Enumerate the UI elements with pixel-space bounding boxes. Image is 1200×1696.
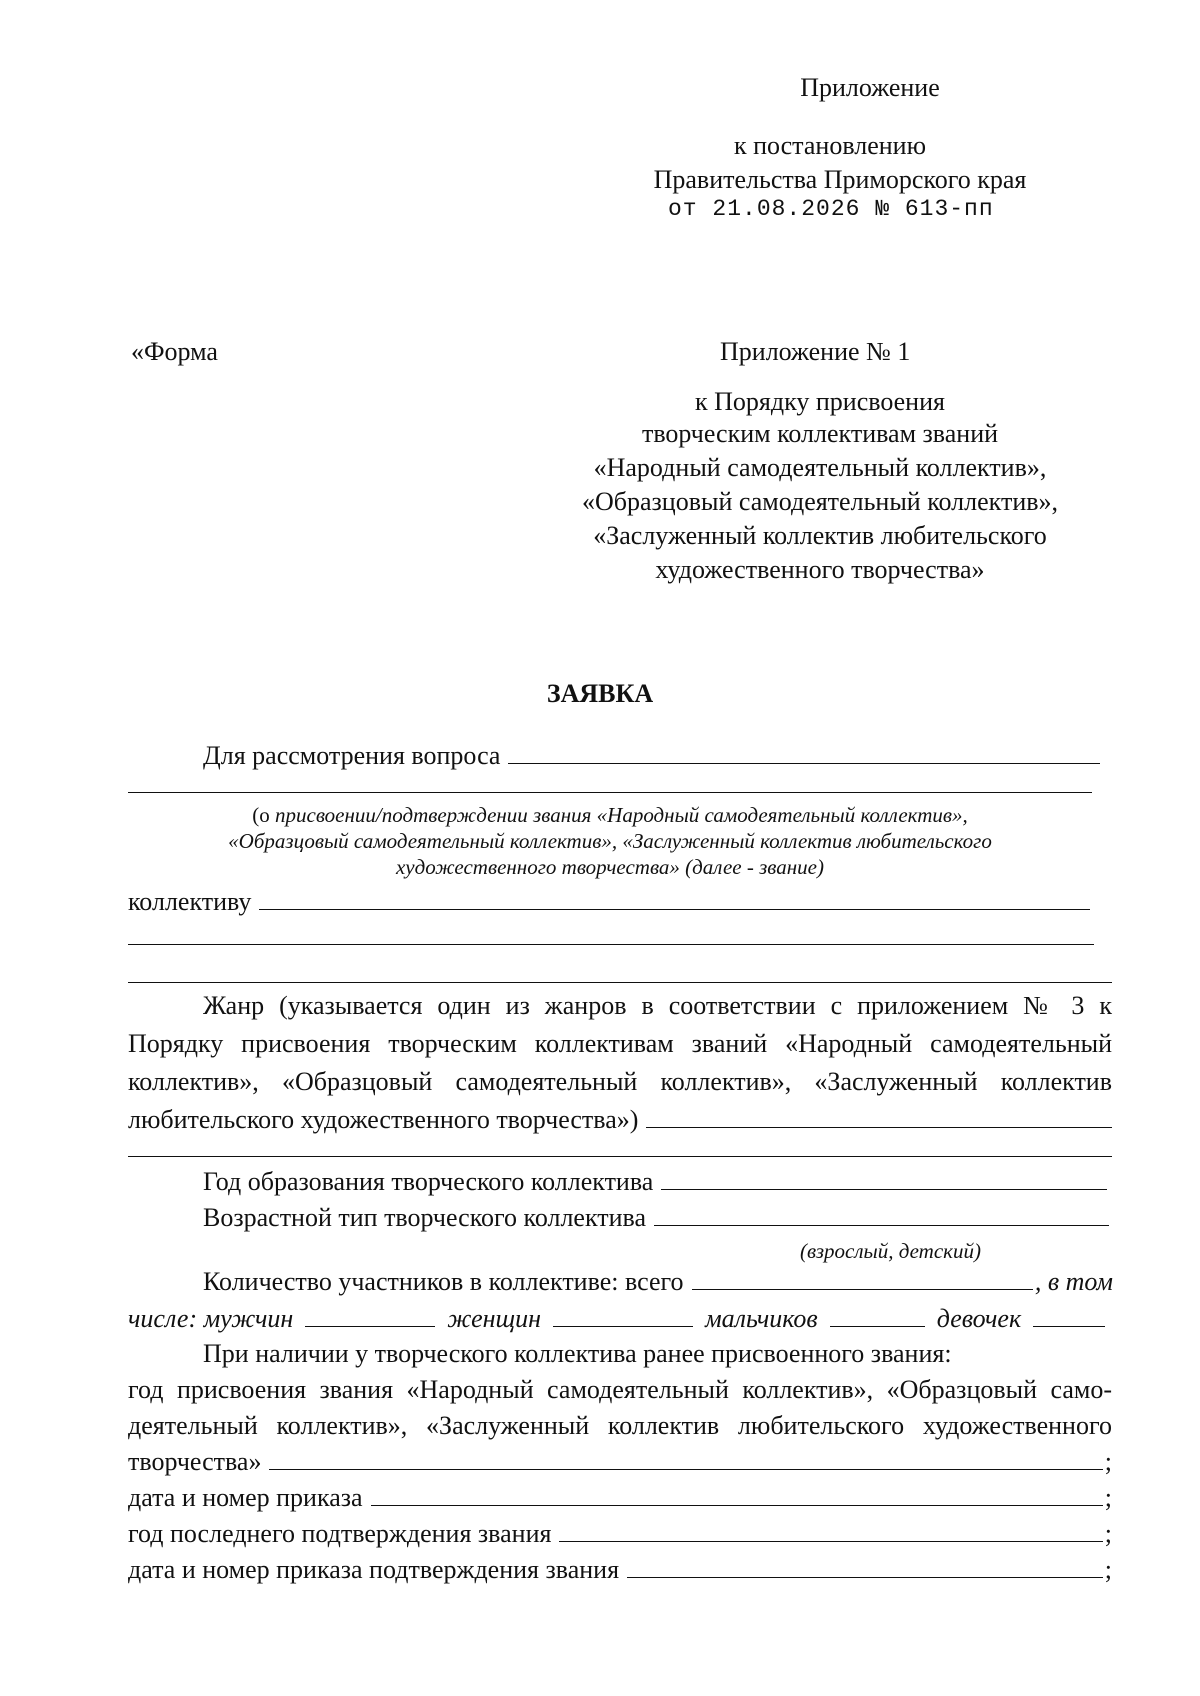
members-breakdown-row [128,1302,1112,1335]
genre-label: любительского художественного творчества») [128,1105,639,1134]
age-type-note: (взрослый, детский) [800,1239,981,1263]
men-label: числе: мужчин [128,1304,294,1333]
annex-line: художественного творчества» [655,555,985,584]
last-confirm-label: год последнего подтверждения звания [128,1519,552,1548]
semicolon: ; [1104,1483,1112,1512]
blank-line[interactable] [128,982,1112,983]
prior-paragraph: деятельный коллектив», «Заслуженный коллектив любительского художественного [128,1411,1112,1440]
prior-paragraph: год присвоения звания «Народный самодеятельный коллектив», «Образцовый само- [128,1375,1112,1404]
genre-row [128,1104,1112,1136]
annex-line: к Порядку присвоения [695,387,945,416]
women-label: женщин [447,1304,542,1333]
genre-paragraph: коллектив», «Образцовый самодеятельный коллектив», «Заслуженный коллектив [128,1067,1112,1096]
semicolon: ; [1104,1519,1112,1548]
order-field[interactable] [371,1483,1103,1506]
title-note: «Образцовый самодеятельный коллектив», «Заслуженный коллектив любительского [228,829,992,853]
appendix-title: Приложение [800,73,940,102]
confirm-order-label: дата и номер приказа подтверждения звания [128,1555,620,1584]
consider-field[interactable] [508,741,1100,764]
men-field[interactable] [305,1302,435,1327]
age-type-row [203,1202,1109,1234]
title-note [128,802,1092,828]
resolution-date-number: от 21.08.2026 № 613-пп [668,196,994,222]
semicolon: ; [1104,1447,1112,1476]
blank-line[interactable] [128,944,1094,945]
collective-field[interactable] [259,887,1090,910]
consider-label: Для рассмотрения вопроса [203,741,501,770]
prior-year-row [128,1446,1112,1478]
collective-label: коллективу [128,887,252,916]
annex-line: «Образцовый самодеятельный коллектив», [581,487,1059,516]
annex-title: Приложение № 1 [720,337,911,366]
title-note: художественного творчества» (далее - звание) [395,855,824,879]
note-open: (о [252,803,275,827]
genre-field[interactable] [646,1105,1112,1128]
boys-field[interactable] [830,1302,925,1327]
blank-line[interactable] [128,1156,1112,1157]
genre-paragraph: Порядку присвоения творческим коллективам званий «Народный самодеятельный [128,1029,1112,1058]
collective-row [128,886,1090,918]
girls-field[interactable] [1033,1302,1105,1327]
age-type-label: Возрастной тип творческого коллектива [203,1203,647,1232]
consider-row [203,740,1100,772]
annex-line: «Народный самодеятельный коллектив», [593,453,1047,482]
last-confirm-field[interactable] [559,1519,1102,1542]
boys-label: мальчиков [705,1304,818,1333]
annex-line: «Заслуженный коллектив любительского [593,521,1047,550]
prior-year-field[interactable] [269,1447,1102,1470]
to-resolution: к постановлению [733,131,927,160]
in-that-label: , в том [1034,1267,1113,1296]
age-type-field[interactable] [654,1203,1109,1226]
year-founded-row [203,1166,1107,1198]
blank-line[interactable] [128,792,1092,793]
prior-title-heading: При наличии у творческого коллектива ранее присвоенного звания: [203,1339,952,1368]
year-founded-field[interactable] [661,1167,1107,1190]
members-total-label: Количество участников в коллективе: всего [203,1267,684,1296]
prior-year-label: творчества» [128,1447,262,1476]
form-label: «Форма [131,337,218,366]
order-row [128,1482,1112,1514]
genre-paragraph: Жанр (указывается один из жанров в соответствии с приложением № 3 к [203,991,1112,1020]
semicolon: ; [1104,1555,1112,1584]
order-label: дата и номер приказа [128,1483,363,1512]
women-field[interactable] [553,1302,693,1327]
government-name: Правительства Приморского края [653,165,1027,194]
confirm-order-row [128,1554,1112,1586]
members-total-field[interactable] [692,1267,1033,1290]
girls-label: девочек [936,1304,1022,1333]
page-title: ЗАЯВКА [546,679,654,708]
last-confirm-row [128,1518,1112,1550]
annex-line: творческим коллективам званий [641,419,999,448]
confirm-order-field[interactable] [627,1555,1103,1578]
members-row [203,1266,1113,1298]
note-text: присвоении/подтверждении звания «Народный самодеятельный коллектив», [275,803,968,827]
year-founded-label: Год образования творческого коллектива [203,1167,654,1196]
